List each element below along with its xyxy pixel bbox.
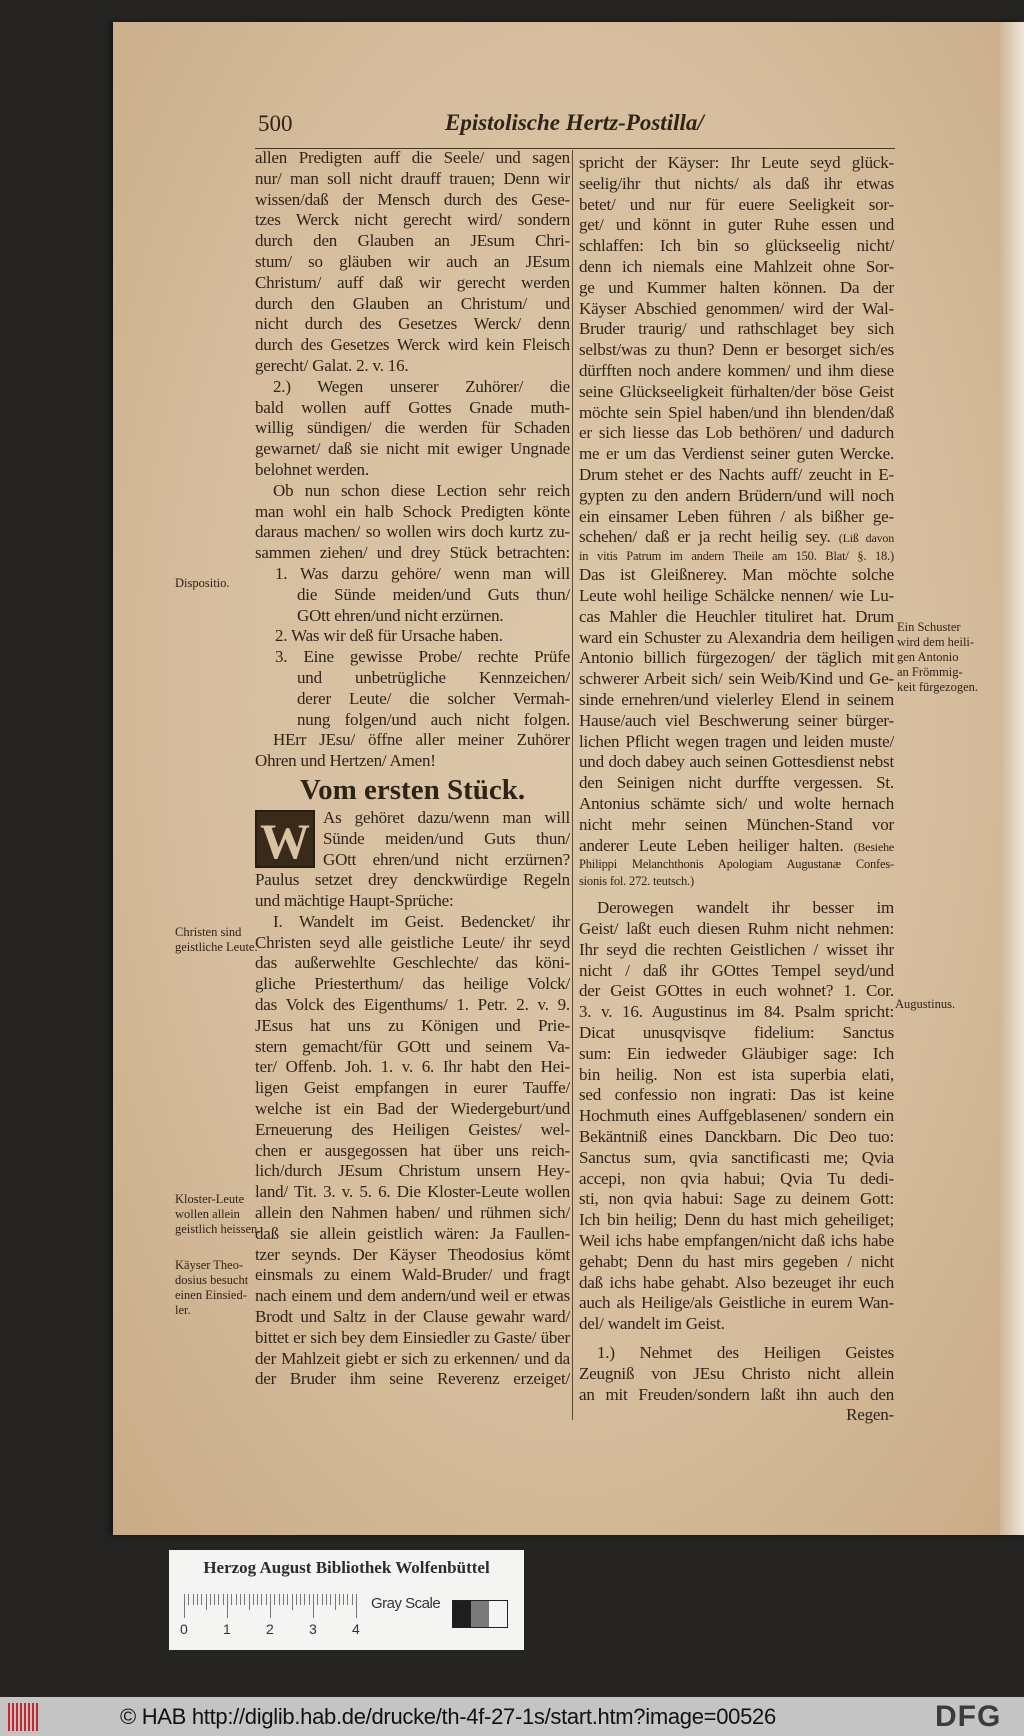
text-line: 1. Was darzu gehöre/ wenn man will (275, 563, 570, 583)
ruler-tick (330, 1594, 331, 1605)
margin-note-christen (175, 925, 258, 955)
library-name: Herzog August Bibliothek Wolfenbüttel (203, 1558, 490, 1577)
text-line: I. Wandelt im Geist. Bedencket/ ihr (273, 911, 570, 931)
ruler-number: 2 (266, 1621, 274, 1637)
ruler-tick (343, 1594, 344, 1605)
text-line: Ohren und Hertzen/ Amen! (255, 751, 436, 771)
ruler-tick (257, 1594, 258, 1605)
text-line: gypten zu den andern Brüdern/und will noch (579, 485, 894, 505)
margin-note-line: ler. (175, 1303, 191, 1317)
text-line: der Bruder ihm seine Reverenz erzeiget/ (255, 1369, 570, 1389)
text-line: durch den Glauben an JEsum Chri- (255, 231, 570, 251)
ruler-tick (283, 1594, 284, 1605)
gray-scale-label: Gray Scale (371, 1595, 441, 1612)
footer-bar (0, 1697, 1024, 1736)
text-line: 1.) Nehmet des Heiligen Geistes (597, 1343, 894, 1363)
running-title: Epistolische Hertz-Postilla/ (445, 110, 704, 135)
text-line: Ob nun schon diese Lection sehr reich (273, 480, 570, 500)
ruler-tick (279, 1594, 280, 1605)
citation-text: (Liß davon (838, 531, 894, 546)
ruler-tick (292, 1594, 293, 1610)
left-lines-b (255, 870, 570, 1390)
text-line: get/ und könnt in guter Ruhe essen und (579, 215, 894, 235)
ruler-tick (296, 1594, 297, 1605)
margin-note-line: wird dem heili- (897, 635, 975, 649)
text-line: Erneuerung des Heiligen Geistes/ wel- (255, 1119, 570, 1139)
text-line: 3. Eine gewisse Probe/ rechte Prüfe (275, 647, 570, 667)
text-line: welche ist ein Bad der Wiedergeburt/und (255, 1099, 570, 1119)
margin-note-line: an Frömmig- (897, 665, 963, 679)
text-line: Käyser Abschied genommen/ wird der Wal- (579, 298, 894, 318)
text-line: Leute wohl heilige Schälcke nennen/ wie Lu- (579, 585, 894, 605)
gray-scale-swatch (452, 1600, 508, 1628)
text-line: Ich bin heilig; Denn du hast mich geheiliget; (579, 1210, 894, 1230)
text-line: Das ist Gleißnerey. Man möchte solche (579, 565, 894, 585)
right-column (579, 153, 894, 1426)
text-line: Philippi Melanchthonis Apologiam Augustanæ Confes- (579, 857, 894, 872)
text-line: sum: Ein iedweder Gläubiger sage: Ich (579, 1043, 894, 1063)
text-line: sammen ziehen/ und drey Stück betrachten: (255, 543, 570, 563)
margin-note-line: Christen sind (175, 925, 242, 939)
ruler-tick (309, 1594, 310, 1605)
text-line: möchte sein Spiel haben/und ihn blenden/daß (579, 402, 894, 422)
text-line: stum/ so gläuben wir auch an JEsum (255, 251, 570, 271)
text-line: und doch dabey auch seinen Gottesdienst nebst (579, 752, 894, 772)
text-line: er sich liesse das Lob bethören/ und dadurch (579, 423, 894, 443)
text-line: gewarnet/ daß sie nicht mit ewiger Ungnade (255, 439, 570, 459)
text-line: nicht / daß ihr GOttes Tempel seyd/und (579, 960, 894, 980)
ruler-number: 1 (223, 1621, 231, 1637)
text-line: JEsus hat uns zu Königen und Prie- (255, 1015, 570, 1035)
text-line: wissen/daß der Mensch durch des Gese- (255, 189, 570, 209)
text-line: einsmals zu einem Wald-Bruder/ und fragt (255, 1265, 570, 1285)
text-line: und unbetrügliche Kennzeichen/ (297, 667, 570, 687)
text-line: bin heilig. Non est ista superbia elati, (579, 1064, 894, 1084)
text-line: Derowegen wandelt ihr besser im (597, 898, 894, 918)
text-line: del/ wandelt im Geist. (579, 1314, 725, 1334)
ruler-tick (218, 1594, 219, 1605)
text-line: tzer seynds. Der Käyser Theodosius kömt (255, 1244, 570, 1264)
text-line: cas Mahler die Heuchler tituliret hat. Drum (579, 606, 894, 626)
margin-note-line: dosius besucht (175, 1273, 249, 1287)
text-line: Ihr seyd die rechten Geistlichen / wisset ihr (579, 939, 894, 959)
ruler-tick (206, 1594, 207, 1610)
text-line: Weil ichs habe empfangen/nicht daß ichs habe (579, 1231, 894, 1251)
ruler (184, 1594, 360, 1624)
hab-logo-icon (8, 1703, 38, 1731)
ruler-tick (231, 1594, 232, 1605)
ruler-number: 4 (352, 1621, 360, 1637)
text-line: 3. v. 16. Augustinus im 84. Psalm spricht: (579, 1002, 894, 1022)
text-line: Paulus setzet drey denckwürdige Regeln (255, 870, 570, 890)
text-line: Regen- (846, 1405, 894, 1425)
text-line: gliche Priesterthum/ das heilige Volck/ (255, 974, 570, 994)
ruler-tick (356, 1594, 357, 1618)
text-line: bittet er sich bey dem Einsiedler zu Gaste/ über (255, 1327, 570, 1347)
text-line: ward ein Schuster zu Alexandria dem heiligen (579, 627, 894, 647)
ruler-tick (188, 1594, 189, 1605)
page-number: 500 (258, 111, 293, 136)
text-line: Drum stehet er des Nachts auff/ zeucht in E- (579, 464, 894, 484)
text-line: spricht der Käyser: Ihr Leute seyd glück- (579, 153, 894, 172)
ruler-tick (197, 1594, 198, 1605)
margin-note-line: geistlich heissen. (175, 1222, 261, 1236)
ruler-tick (244, 1594, 245, 1605)
drop-cap-initial: W (255, 810, 315, 868)
ruler-tick (240, 1594, 241, 1605)
margin-note-line: wollen allein (175, 1207, 240, 1221)
text-line: Bekäntniß eines Danckbarn. Dic Deo tuo: (579, 1127, 894, 1147)
text-line: accepi, non qvia habui; Qvia Tu dedi- (579, 1168, 894, 1188)
text-line: ein einsamer Leben führen / als bißher ge- (579, 506, 894, 526)
text-line: selbst/was zu thun? Denn er besorget sich/es (579, 340, 894, 360)
ruler-tick (317, 1594, 318, 1605)
footer-copyright-url: © HAB http://diglib.hab.de/drucke/th-4f-27-1s/start.htm?image=00526 (120, 1704, 776, 1729)
text-line: das Volck des Eigenthums/ 1. Petr. 2. v. 9. (255, 995, 570, 1015)
text-line: Christen seyd alle geistliche Leute/ ihr seyd (255, 932, 570, 952)
text-line: schwerer Arbeit sich/ sein Weib/Kind und Ge- (579, 669, 894, 689)
text-line: nicht durch des Gesetzes Werck/ denn (255, 314, 570, 334)
ruler-tick (313, 1594, 314, 1618)
text-line: daß ichs habe gehabt. Also bezeuget ihr euch (579, 1272, 894, 1292)
text-line: durch des Gesetzes Werck wird kein Fleisch (255, 335, 570, 355)
ruler-tick (300, 1594, 301, 1605)
text-line: Dicat unusqvisqve fidelium: Sanctus (579, 1023, 894, 1043)
line-text: anderer Leute Leben heiliger halten. (579, 835, 844, 855)
text-line: Christum/ auff daß wir gerecht werden (255, 272, 570, 292)
text-line: und mächtige Haupt-Sprüche: (255, 891, 454, 911)
ruler-tick (339, 1594, 340, 1605)
text-line: schlaffen: Ich bin so glückseelig nicht/ (579, 236, 894, 256)
text-line: 2.) Wegen unserer Zuhörer/ die (273, 376, 570, 396)
ruler-tick (287, 1594, 288, 1605)
text-line: land/ Tit. 3. v. 5. 6. Die Kloster-Leute wollen (255, 1182, 570, 1202)
dfg-logo: DFG (935, 1700, 1002, 1733)
ruler-tick (270, 1594, 271, 1618)
text-line: Bruder traurig/ und rathschlaget bey sich (579, 319, 894, 339)
text-line: Geist/ laßt euch diesen Ruhm nicht nehmen: (579, 919, 894, 939)
text-line: betet/ und nur für euere Seeligkeit sor- (579, 194, 894, 214)
text-line: me er um das Verdienst seiner guten Wercke. (579, 444, 894, 464)
text-line: belohnet werden. (255, 459, 369, 479)
margin-note-augustinus: Augustinus. (895, 997, 956, 1011)
margin-note-line: geistliche Leute. (175, 940, 258, 954)
text-line: auch als Heilige/als Geistliche in eurem Wan- (579, 1293, 894, 1313)
ruler-tick (326, 1594, 327, 1605)
text-line: sti, non qvia habui: Sage zu deinem Gott: (579, 1189, 894, 1209)
text-line: denn ich niemals eine Mahlzeit ohne Sor- (579, 256, 894, 276)
text-line: allen Predigten auff die Seele/ und sagen (255, 148, 570, 167)
text-line: GOtt ehren/und nicht erzürnen. (297, 605, 504, 625)
margin-note-line: Ein Schuster (897, 620, 961, 634)
line-text: schehen/ daß er ja recht heilig sey. (579, 527, 831, 547)
text-line: derer Leute/ die solcher Vermah- (297, 688, 570, 708)
text-line (579, 836, 894, 857)
margin-note-line: keit fürgezogen. (897, 680, 978, 694)
text-line: HErr JEsu/ öffne aller meiner Zuhörer (273, 730, 570, 750)
text-line: durch den Glauben an Christum/ und (255, 293, 570, 313)
text-line: dürfften noch andere kommen/ und ihm diese (579, 360, 894, 380)
text-line: der Mahlzeit giebt er sich zu erkennen/ und da (255, 1348, 570, 1368)
text-line: willig sündigen/ die werden für Schaden (255, 418, 570, 438)
column-divider (572, 150, 573, 1420)
ruler-tick (223, 1594, 224, 1605)
text-line: sed confessio non ingrati: Das ist keine (579, 1085, 894, 1105)
ruler-tick (214, 1594, 215, 1605)
ruler-tick (253, 1594, 254, 1605)
text-line: die Sünde meiden/und Guts thun/ (297, 584, 570, 604)
text-line: Antonius schämte sich/ und wolte hernach (579, 793, 894, 813)
text-line: nur/ man soll nicht drauff trauen; Denn wir (255, 168, 570, 188)
ruler-tick (193, 1594, 194, 1605)
ruler-number: 0 (180, 1621, 188, 1637)
text-line: gehabt; Denn du hast mirs gegeben / nicht (579, 1251, 894, 1271)
text-line: daraus machen/ so wollen wirs doch kurtz zu- (255, 522, 570, 542)
text-line: Sünde meiden/und Guts thun/ (323, 828, 570, 848)
text-line: sionis fol. 272. teutsch.) (579, 874, 694, 889)
ruler-tick (236, 1594, 237, 1605)
library-scale-card (169, 1550, 524, 1650)
text-line: gerecht/ Galat. 2. v. 16. (255, 355, 409, 375)
ruler-number: 3 (309, 1621, 317, 1637)
text-line: bald wollen auff Gottes Gnade muth- (255, 397, 570, 417)
text-line: sinde ernehren/und vielerley Elend in seinem (579, 689, 894, 709)
text-line: nung folgen/und auch nicht folgen. (297, 709, 570, 729)
ruler-tick (335, 1594, 336, 1610)
text-line: seelig/ihr thut nichts/ als daß ihr etwas (579, 173, 894, 193)
ruler-tick (261, 1594, 262, 1605)
margin-note-line: Kloster-Leute (175, 1192, 245, 1206)
text-line: 2. Was wir deß für Ursache haben. (275, 626, 503, 646)
ruler-tick (347, 1594, 348, 1605)
text-line: Hause/auch viel Beschwerung seiner bürger- (579, 710, 894, 730)
margin-note-line: gen Antonio (897, 650, 959, 664)
text-line: in vitis Patrum im andern Theile am 150. Blat/ §. 18.) (579, 549, 894, 564)
margin-note-kloster (175, 1192, 260, 1237)
text-line: GOtt ehren/und nicht erzürnen? (323, 849, 570, 869)
text-line: As gehöret dazu/wenn man will (323, 807, 570, 827)
text-line: lich/durch JEsum Christum unsern Hey- (255, 1161, 570, 1181)
margin-note-line: einen Einsied- (175, 1288, 247, 1302)
text-line: nach einem und dem andern/und weil er etwas (255, 1286, 570, 1306)
page-edge (1000, 22, 1024, 1535)
text-line: Zeugniß von JEsu Christo nicht allein (579, 1363, 894, 1383)
text-line: ligen Geist empfangen in eurer Tauffe/ (255, 1078, 570, 1098)
text-line: Antonio billich fürgezogen/ der täglich mit (579, 648, 894, 668)
ruler-tick (304, 1594, 305, 1605)
text-line: an mit Freuden/sondern laßt ihn auch den (579, 1384, 894, 1404)
text-line: lichen Pflicht wegen tragen und leiden muste/ (579, 731, 894, 751)
text-line: chen er ausgegossen hat über uns reich- (255, 1140, 570, 1160)
gray-patch (453, 1601, 471, 1627)
text-line: das außerwehlte Geschlechte/ das köni- (255, 953, 570, 973)
margin-note-schuster (897, 620, 978, 695)
citation-text: (Besiehe (853, 839, 894, 854)
ruler-tick (210, 1594, 211, 1605)
left-column (255, 148, 570, 1390)
ruler-tick (352, 1594, 353, 1605)
text-line: der Geist GOttes in euch wohnet? 1. Cor. (579, 981, 894, 1001)
margin-note-dispositio: Dispositio. (175, 576, 230, 590)
text-line: seine Glückseeligkeit fürhalten/der böse Geist (579, 381, 894, 401)
text-line: stern gemacht/für GOtt und seinem Va- (255, 1036, 570, 1056)
left-lines-a (255, 148, 570, 772)
margin-note-kaiser (175, 1258, 248, 1318)
text-line: ge und Kummer halten können. Da der (579, 277, 894, 297)
text-line: tzes Werck nicht gerecht wird/ sondern (255, 210, 570, 230)
ruler-tick (322, 1594, 323, 1605)
gray-patch (489, 1601, 507, 1627)
text-line: Hochmuth eines Auffgeblasenen/ sondern ein (579, 1106, 894, 1126)
gray-patch (471, 1601, 489, 1627)
text-line: man wohl ein halb Schock Predigten könte (255, 501, 570, 521)
ruler-tick (266, 1594, 267, 1605)
text-line: Sanctus sum, qvia sanctificasti me; Qvia (579, 1147, 894, 1167)
ruler-tick (249, 1594, 250, 1610)
text-line: den Seinigen nicht durffte vergessen. St. (579, 773, 894, 793)
drop-cap-paragraph (255, 808, 570, 870)
text-line: ter/ Offenb. Joh. 1. v. 6. Ihr habt den Hei- (255, 1057, 570, 1077)
text-line: Brodt und Saltz in der Clause gewahr ward/ (255, 1307, 570, 1327)
margin-note-line: Käyser Theo- (175, 1258, 244, 1272)
ruler-tick (184, 1594, 185, 1618)
text-line: nicht mehr seinen München-Stand vor (579, 814, 894, 834)
ruler-tick (201, 1594, 202, 1605)
text-line: allein den Nahmen haben/ und rühmen sich/ (255, 1203, 570, 1223)
ruler-tick (227, 1594, 228, 1618)
section-heading: Vom ersten Stück. (299, 773, 526, 806)
ruler-tick (274, 1594, 275, 1605)
text-line: daß sie allein geistlich wären: Ja Faullen- (255, 1223, 570, 1243)
text-line (579, 527, 894, 548)
